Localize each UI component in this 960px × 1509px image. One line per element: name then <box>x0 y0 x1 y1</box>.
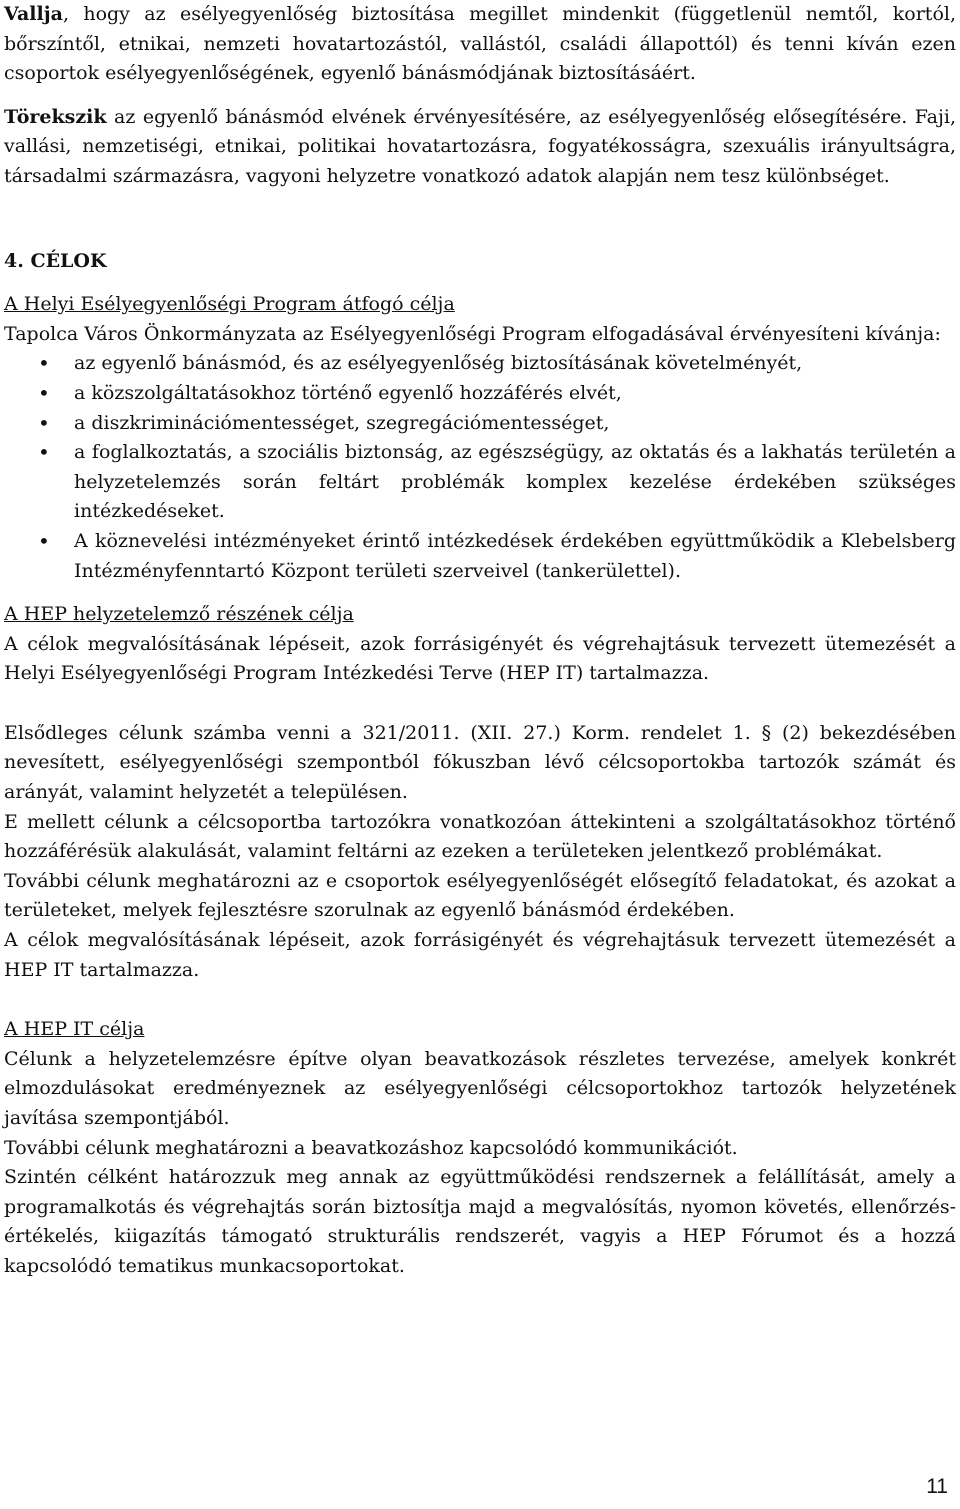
list-item: • az egyenlő bánásmód, és az esélyegyenlőség biztosításának követelményét, <box>4 349 956 379</box>
hep-it-paragraph-2: További célunk meghatározni a beavatkozáshoz kapcsolódó kommunikációt. <box>4 1136 738 1159</box>
primary-paragraph-3: További célunk meghatározni az e csoportok esélyegyenlőségét elősegítő feladatokat, és azokat a területeket, melyek fejlesztésre szorulnak az egyenlő bánásmód érdekében. <box>4 869 956 922</box>
intro-lead-word-2: Törekszik <box>4 105 107 128</box>
list-item: • A köznevelési intézményeket érintő intézkedések érdekében együttműködik a Klebelsberg Intézményfenntartó Központ területi szerveivel (tankerülettel). <box>4 527 956 586</box>
intro-paragraph-1 <box>4 0 956 89</box>
list-item: • a foglalkoztatás, a szociális biztonság, az egészségügy, az oktatás és a lakhatás területén a helyzetelemzés során feltárt problémák komplex kezelése érdekében szükséges intézkedéseket. <box>4 438 956 527</box>
section-title: 4. CÉLOK <box>4 249 107 272</box>
goal-bullet-list <box>4 349 956 586</box>
list-item: • a közszolgáltatásokhoz történő egyenlő hozzáférés elvét, <box>4 379 956 409</box>
primary-paragraph-1: Elsődleges célunk számba venni a 321/2011. (XII. 27.) Korm. rendelet 1. § (2) bekezdésében nevesített, esélyegyenlőségi szempontból fókuszban lévő célcsoportokba tartozók számát és arányát, valamint helyzetét a településen. <box>4 721 956 804</box>
intro-paragraph-2 <box>4 103 956 192</box>
list-item: • a diszkriminációmentességet, szegregációmentességet, <box>4 409 956 439</box>
primary-paragraph-4: A célok megvalósításának lépéseit, azok forrásigényét és végrehajtásuk tervezett ütemezését a HEP IT tartalmazza. <box>4 929 956 981</box>
intro-text-2: az egyenlő bánásmód elvének érvényesítésére, az esélyegyenlőség elősegítésére. Faji, vallási, nemzetiségi, etnikai, politikai hovatartozásra, fogyatékosságra, szexuális irányultságra, társadalmi származásra, vagyoni helyzetre vonatkozó adatok alapján nem tesz különbséget. <box>4 105 956 187</box>
intro-lead-word: Vallja <box>4 3 63 25</box>
primary-paragraph-2: E mellett célunk a célcsoportba tartozókra vonatkozóan áttekinteni a szolgáltatásokhoz történő hozzáférésük alakulását, valamint feltárni az ezeken a területeken jelentkező problémákat. <box>4 810 956 863</box>
hep-analysis-text: A célok megvalósításának lépéseit, azok forrásigényét és végrehajtásuk tervezett ütemezését a Helyi Esélyegyenlőségi Program Intézkedési Terve (HEP IT) tartalmazza. <box>4 632 956 685</box>
page-number: 11 <box>926 1475 948 1498</box>
goal-text: Tapolca Város Önkormányzata az Esélyegyenlőségi Program elfogadásával érvényesíteni kívánja: <box>4 322 941 345</box>
goal-heading: A Helyi Esélyegyenlőségi Program átfogó célja <box>4 293 455 316</box>
hep-analysis-heading: A HEP helyzetelemző részének célja <box>4 603 354 626</box>
hep-it-heading: A HEP IT célja <box>4 1018 145 1041</box>
hep-it-paragraph-3: Szintén célként határozzuk meg annak az együttműködési rendszernek a felállítását, amely a programalkotás és végrehajtás során biztosítja majd a megvalósítás, nyomon követés, ellenőrzés-értékelés, kiigazítás támogató strukturális rendszerét, vagyis a HEP Fórumot és a hozzá kapcsolódó tematikus munkacsoportokat. <box>4 1166 956 1277</box>
intro-text: , hogy az esélyegyenlőség biztosítása megillet mindenkit (függetlenül nemtől, kortól, bőrszíntől, etnikai, nemzeti hovatartozástól, vallástól, családi állapottól) és tenni kíván ezen csoportok esélyegyenlőségének, egyenlő bánásmódjának biztosításáért. <box>4 3 956 85</box>
hep-it-paragraph-1: Célunk a helyzetelemzésre építve olyan beavatkozások részletes tervezése, amelyek konkrét elmozdulásokat eredményeznek az esélyegyenlőségi célcsoportokhoz tartozók helyzetének javítása szempontjából. <box>4 1047 956 1129</box>
